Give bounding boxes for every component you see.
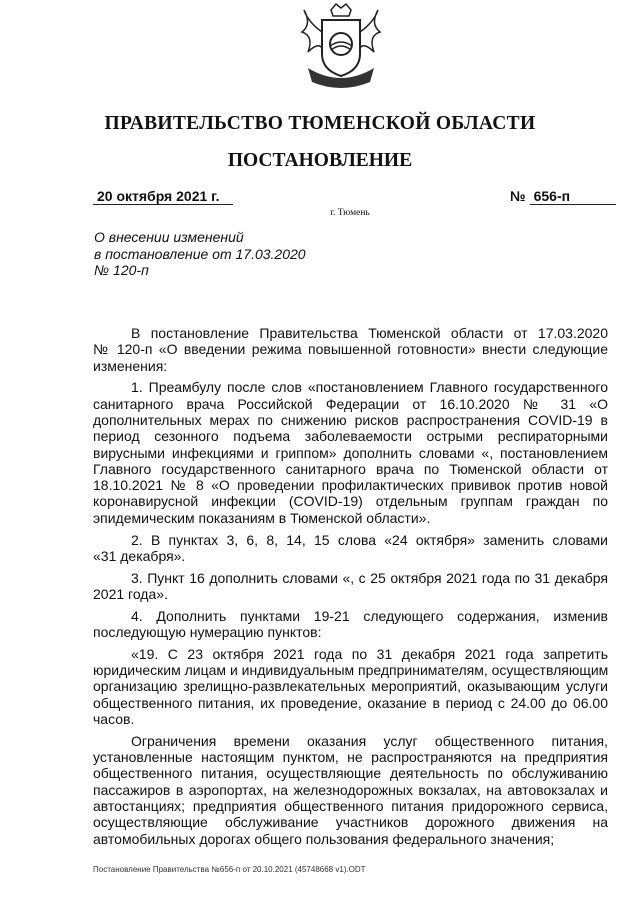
paragraph bbox=[93, 532, 608, 565]
paragraph bbox=[93, 570, 608, 603]
city: г. Тюмень bbox=[330, 208, 370, 218]
text-line: 3. Пункт 16 дополнить словами «, с 25 октября 2021 года по 31 декабря bbox=[131, 569, 608, 586]
coat-of-arms-emblem bbox=[298, 2, 384, 94]
text-line: вирусными инфекциями и гриппом» дополнить словами «, постановлением bbox=[93, 444, 608, 461]
text-line: часов. bbox=[93, 711, 135, 728]
text-line: 4. Дополнить пунктами 19-21 следующего содержания, изменив bbox=[131, 607, 608, 624]
text-line: Главного государственного санитарного врача по Тюменской области от bbox=[93, 460, 608, 477]
text-line: общественного питания, осуществляющие деятельность по обслуживанию bbox=[93, 765, 608, 782]
text-line: осуществляющие обслуживание участников дорожного движения на bbox=[93, 814, 608, 831]
number-label: № bbox=[510, 188, 526, 204]
text-line: 2021 года». bbox=[93, 585, 168, 602]
text-line: коронавирусной инфекции (COVID-19) отдельным группам граждан по bbox=[93, 493, 608, 510]
number-value: 656-п bbox=[530, 188, 616, 205]
text-line: последующую нумерацию пунктов: bbox=[93, 624, 322, 641]
document-number bbox=[510, 188, 616, 205]
footer-filename: Постановление Правительства №656-п от 20.10.2021 (45748668 v1).ODT bbox=[93, 865, 366, 874]
text-line: изменения: bbox=[93, 357, 168, 374]
government-name: ПРАВИТЕЛЬСТВО ТЮМЕНСКОЙ ОБЛАСТИ bbox=[104, 113, 536, 134]
paragraph bbox=[93, 646, 608, 727]
text-line: санитарного врача Российской Федерации от 16.10.2020 № 31 «О bbox=[93, 395, 608, 412]
text-line: 2. В пунктах 3, 6, 8, 14, 15 слова «24 октября» заменить словами bbox=[131, 531, 608, 548]
document-date: 20 октября 2021 г. bbox=[93, 188, 233, 205]
text-line: автомобильных дорогах общего пользования федерального значения; bbox=[93, 830, 555, 847]
document-type: ПОСТАНОВЛЕНИЕ bbox=[227, 150, 413, 171]
text-line: автостанциях; предприятия общественного питания придорожного сервиса, bbox=[93, 798, 608, 815]
paragraph bbox=[93, 733, 608, 847]
text-line: организацию зрелищно-развлекательных мероприятий, оказывающим услуги bbox=[93, 678, 608, 695]
text-line: юридическим лицам и индивидуальным предпринимателям, осуществляющим bbox=[93, 662, 609, 679]
text-line: дополнительных мерах по снижению рисков распространения COVID-19 в bbox=[93, 411, 608, 428]
text-line: период сезонного подъема заболеваемости острыми респираторными bbox=[93, 428, 608, 445]
text-line: установленные настоящим пунктом, не распространяются на предприятия bbox=[93, 749, 608, 766]
text-line: общественного питания, их проведение, оказание в период с 24.00 до 06.00 bbox=[93, 694, 608, 711]
text-line: пассажиров в аэропортах, на железнодорожных вокзалах, на автовокзалах и bbox=[93, 781, 608, 798]
subject-line: О внесении изменений bbox=[94, 229, 244, 245]
text-line: эпидемическим показаниям в Тюменской области». bbox=[93, 509, 431, 526]
text-line: 1. Преамбулу после слов «постановлением Главного государственного bbox=[131, 379, 608, 396]
subject-line: в постановление от 17.03.2020 bbox=[94, 245, 306, 262]
text-line: В постановление Правительства Тюменской области от 17.03.2020 bbox=[131, 325, 608, 341]
document-body bbox=[93, 325, 608, 852]
paragraph bbox=[93, 325, 608, 374]
paragraph bbox=[93, 608, 608, 641]
text-line: 18.10.2021 № 8 «О проведении профилактических прививок против новой bbox=[93, 477, 608, 494]
document-subject bbox=[94, 229, 306, 279]
text-line: № 120-п «О введении режима повышенной готовности» внести следующие bbox=[93, 341, 608, 358]
subject-line: № 120-п bbox=[94, 262, 149, 278]
text-line: «31 декабря». bbox=[93, 547, 186, 564]
text-line: Ограничения времени оказания услуг общественного питания, bbox=[131, 732, 608, 749]
paragraph bbox=[93, 379, 608, 526]
text-line: «19. С 23 октября 2021 года по 31 декабря 2021 года запретить bbox=[131, 645, 608, 662]
